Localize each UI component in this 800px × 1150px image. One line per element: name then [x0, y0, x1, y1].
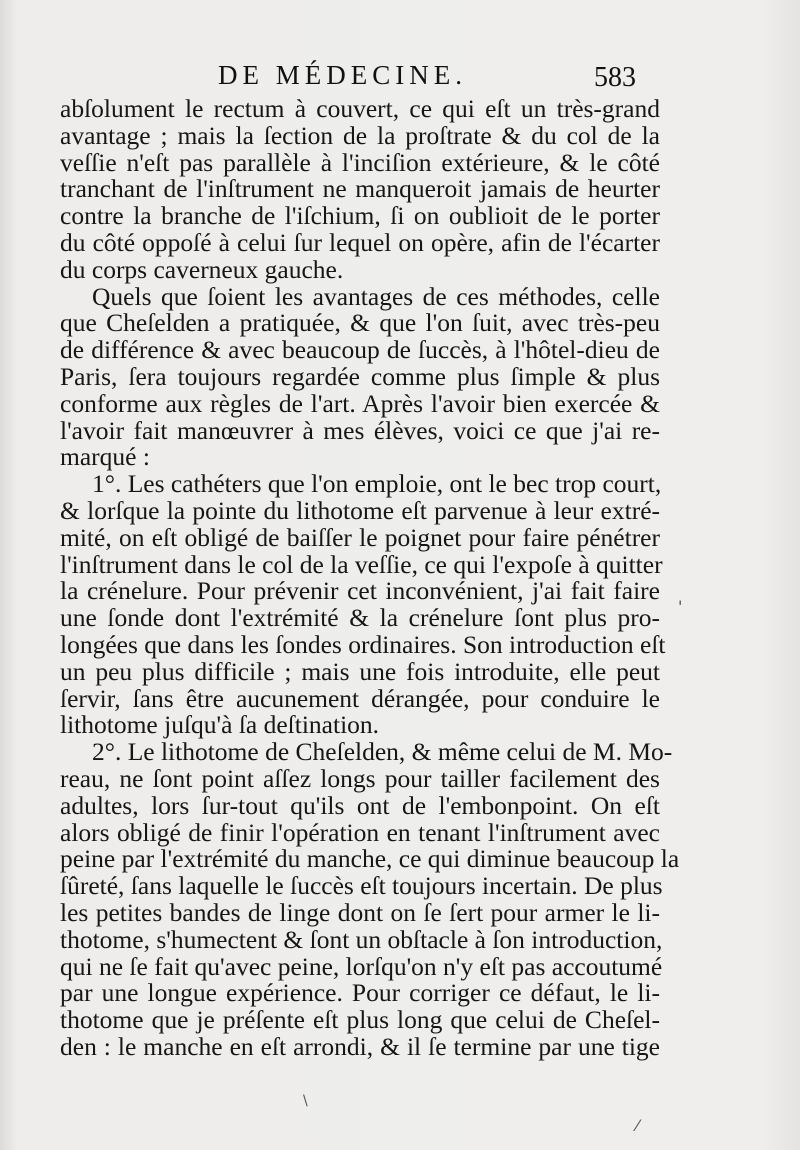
- text-line: tranchant de l'inſtrument ne manqueroit jamais de heurter: [60, 174, 660, 204]
- text-line: peine par l'extrémité du manche, ce qui diminue beaucoup la: [60, 844, 680, 874]
- text-line: de différence & avec beaucoup de ſuccès, à l'hôtel-dieu de: [60, 335, 660, 365]
- body-text: [60, 94, 680, 1061]
- text-line: la crénelure. Pour prévenir cet inconvénient, j'ai fait faire: [60, 576, 660, 606]
- text-line: du côté oppoſé à celui ſur lequel on opère, afin de l'écarter: [60, 227, 660, 257]
- paragraph-first-line: 1°. Les cathéters que l'on emploie, ont le bec trop court,: [92, 469, 662, 499]
- paragraph-end-line: lithotome juſqu'à ſa deſtination.: [60, 710, 380, 740]
- text-line: l'inſtrument dans le col de la veſſie, ce qui l'expoſe à quitter: [60, 549, 663, 579]
- paragraph-first-line: Quels que ſoient les avantages de ces méthodes, celle: [92, 281, 660, 311]
- ink-speck: ⁄: [636, 1116, 639, 1135]
- text-line: l'avoir fait manœuvrer à mes élèves, voici ce que j'ai re-: [60, 415, 660, 445]
- text-line: abſolument le rectum à couvert, ce qui eſt un très-grand: [60, 94, 660, 123]
- text-line: thotome, s'humectent & ſont un obſtacle à ſon introduction,: [60, 924, 663, 954]
- text-line: par une longue expérience. Pour corriger ce défaut, le li-: [60, 978, 660, 1008]
- ink-speck: ': [678, 597, 683, 616]
- text-line: adultes, lors ſur-tout qu'ils ont de l'embonpoint. On eſt: [60, 790, 660, 820]
- ink-speck: \: [303, 1093, 308, 1109]
- text-line: conforme aux règles de l'art. Après l'avoir bien exercée &: [60, 388, 660, 418]
- text-line: & lorſque la pointe du lithotome eſt parvenue à leur extré-: [60, 495, 660, 525]
- text-line: den : le manche en eſt arrondi, & il ſe termine par une tige: [60, 1031, 660, 1061]
- text-line: avantage ; mais la ſection de la proſtrate & du col de la: [60, 120, 660, 150]
- text-line: alors obligé de finir l'opération en tenant l'inſtrument avec: [60, 817, 660, 847]
- page-number: 583: [594, 62, 636, 93]
- text-line: les petites bandes de linge dont on ſe ſert pour armer le li-: [60, 897, 660, 927]
- text-line: contre la branche de l'iſchium, ſi on oublioit de le porter: [60, 201, 660, 231]
- text-line: ſervir, ſans être aucunement dérangée, pour conduire le: [60, 683, 660, 713]
- text-line: thotome que je préſente eſt plus long que celui de Cheſel-: [60, 1005, 660, 1035]
- text-line: que Cheſelden a pratiquée, & que l'on ſuit, avec très-peu: [60, 308, 660, 338]
- text-line: une ſonde dont l'extrémité & la crénelure ſont plus pro-: [60, 603, 660, 633]
- text-line: mité, on eſt obligé de baiſſer le poignet pour faire pénétrer: [60, 522, 660, 552]
- paragraph-end-line: marqué :: [60, 442, 150, 472]
- text-line: veſſie n'eſt pas parallèle à l'inciſion extérieure, & le côté: [60, 147, 660, 177]
- paragraph-first-line: 2°. Le lithotome de Cheſelden, & même celui de M. Mo-: [92, 737, 673, 767]
- text-line: un peu plus difficile ; mais une fois introduite, elle peut: [60, 656, 660, 686]
- text-line: reau, ne ſont point aſſez longs pour tailler facilement des: [60, 763, 660, 793]
- page-header: [60, 58, 660, 94]
- text-line: qui ne ſe fait qu'avec peine, lorſqu'on n'y eſt pas accoutumé: [60, 951, 663, 981]
- text-line: Paris, ſera toujours regardée comme plus ſimple & plus: [60, 361, 660, 391]
- running-head: DE MÉDECINE.: [218, 60, 467, 90]
- text-line: ſûreté, ſans laquelle le ſuccès eſt toujours incertain. De plus: [60, 871, 663, 901]
- paragraph-end-line: du corps caverneux gauche.: [60, 254, 344, 284]
- text-line: longées que dans les ſondes ordinaires. Son introduction eſt: [60, 629, 666, 659]
